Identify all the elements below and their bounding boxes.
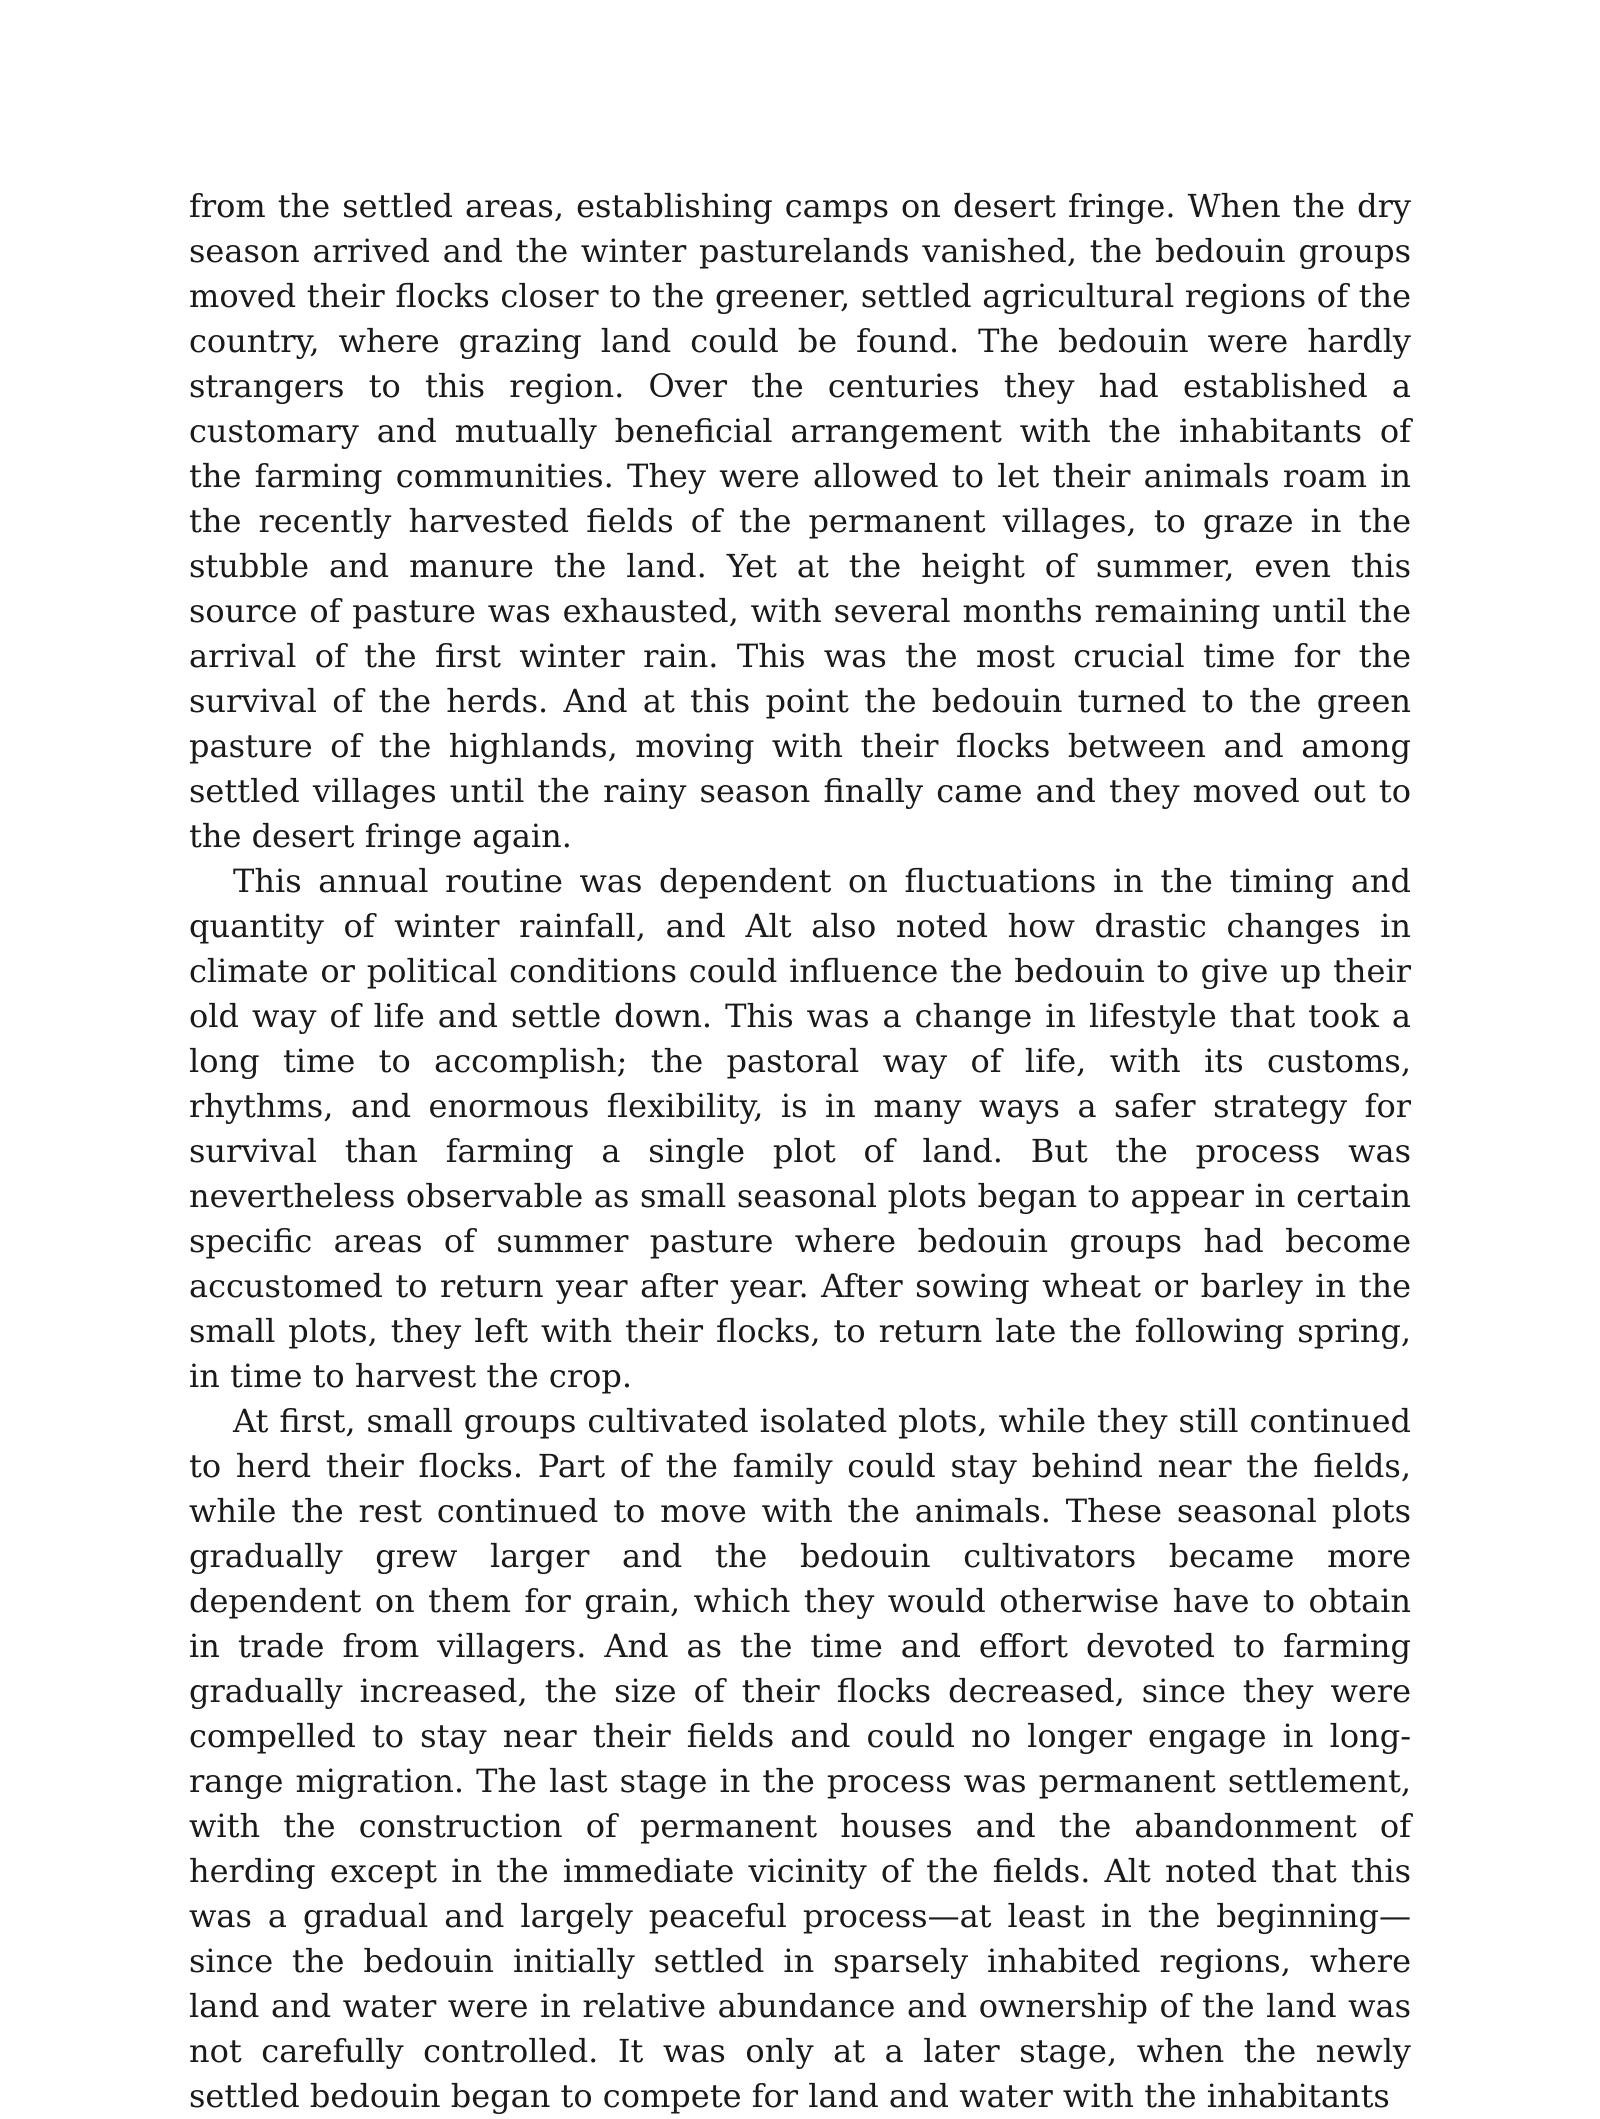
paragraph-1: from the settled areas, establishing camps on desert fringe. When the dry season arrived and the winter pasturelands vanished, the bedouin groups moved their flocks closer to the greener, settled agricultural regions of the country, where grazing land could be found. The bedouin were hardly strangers to this region. Over the centuries they had established a customary and mutually beneficial arrangement with the inhabitants of the farming communities. They were allowed to let their animals roam in the recently harvested fields of the permanent villages, to graze in the stubble and manure the land. Yet at the height of summer, even this source of pasture was exhausted, with several months remaining until the arrival of the first winter rain. This was the most crucial time for the survival of the herds. And at this point the bedouin turned to the green pasture of the highlands, moving with their flocks between and among settled villages until the rainy season finally came and they moved out to the desert fringe again.	[189, 187, 1411, 855]
body-text	[189, 184, 1411, 2119]
paragraph-2: This annual routine was dependent on fluctuations in the timing and quantity of winter rainfall, and Alt also noted how drastic changes in climate or political conditions could influence the bedouin to give up their old way of life and settle down. This was a change in lifestyle that took a long time to accomplish; the pastoral way of life, with its customs, rhythms, and enormous flexibility, is in many ways a safer strategy for survival than farming a single plot of land. But the process was nevertheless observable as small seasonal plots began to appear in certain specific areas of summer pasture where bedouin groups had become accustomed to return year after year. After sowing wheat or barley in the small plots, they left with their flocks, to return late the following spring, in time to harvest the crop.	[189, 862, 1411, 1395]
paragraph-3: At first, small groups cultivated isolated plots, while they still continued to herd their flocks. Part of the family could stay behind near the fields, while the rest continued to move with the animals. These seasonal plots gradually grew larger and the bedouin cultivators became more dependent on them for grain, which they would otherwise have to obtain in trade from villagers. And as the time and effort devoted to farming gradually increased, the size of their flocks decreased, since they were compelled to stay near their fields and could no longer engage in long-range migration. The last stage in the process was permanent settlement, with the construction of permanent houses and the abandonment of herding except in the immediate vicinity of the fields. Alt noted that this was a gradual and largely peaceful process—at least in the beginning—since the bedouin initially settled in sparsely inhabited regions, where land and water were in relative abundance and ownership of the land was not carefully controlled. It was only at a later stage, when the newly settled bedouin began to compete for land and water with the inhabitants	[189, 1402, 1411, 2115]
